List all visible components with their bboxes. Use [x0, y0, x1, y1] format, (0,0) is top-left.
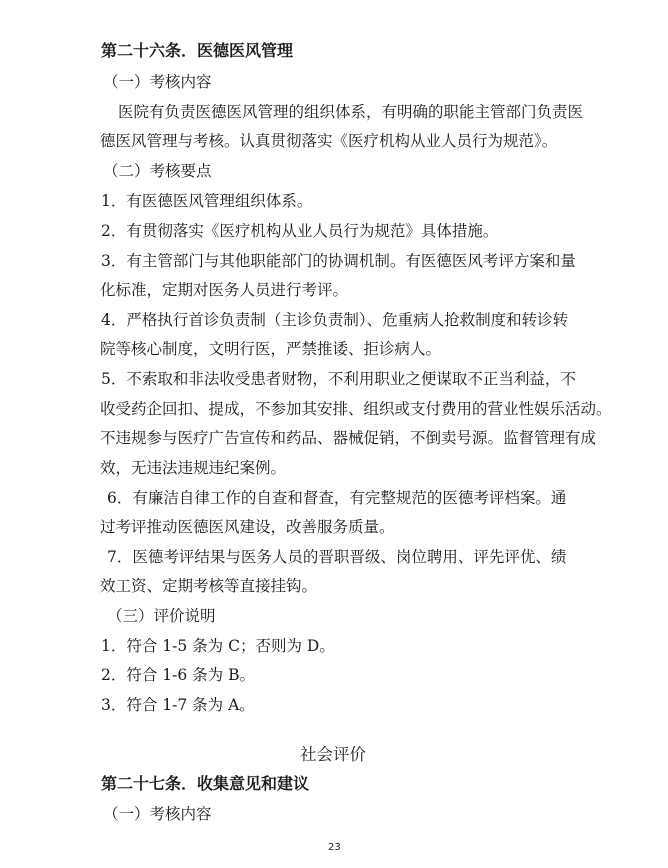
article-26-subheading-1: （一）考核内容: [103, 73, 212, 91]
point-4-line: 院等核心制度，文明行医，严禁推诿、拒诊病人。: [100, 340, 442, 358]
evaluation-1: 1．符合 1-5 条为 C；否则为 D。: [101, 637, 335, 655]
point-3-line: 3．有主管部门与其他职能部门的协调机制。有医德医风考评方案和量: [101, 252, 576, 270]
point-5-line: 效，无违法违规违纪案例。: [100, 459, 287, 477]
page-number: 23: [328, 842, 341, 853]
article-26-paragraph-line: 医院有负责医德医风管理的组织体系，有明确的职能主管部门负责医: [118, 103, 584, 121]
article-26-subheading-2: （二）考核要点: [103, 162, 212, 180]
article-26-subheading-3: （三）评价说明: [107, 607, 216, 625]
section-title: 社会评价: [300, 745, 366, 764]
point-1: 1．有医德医风管理组织体系。: [101, 192, 313, 210]
point-2: 2．有贯彻落实《医疗机构从业人员行为规范》具体措施。: [101, 222, 499, 240]
point-6-line: 6．有廉洁自律工作的自查和督查，有完整规范的医德考评档案。通: [107, 489, 567, 507]
point-6-line: 过考评推动医德医风建设，改善服务质量。: [100, 518, 395, 536]
point-5-line: 不违规参与医疗广告宣传和药品、器械促销，不倒卖号源。监督管理有成: [100, 429, 597, 447]
point-5-line: 收受药企回扣、提成，不参加其安排、组织或支付费用的营业性娱乐活动。: [100, 400, 612, 418]
article-27-title: 第二十七条．收集意见和建议: [101, 774, 310, 793]
article-26-title: 第二十六条．医德医风管理: [101, 41, 294, 60]
point-4-line: 4．严格执行首诊负责制（主诊负责制）、危重病人抢救制度和转诊转: [101, 311, 569, 329]
point-3-line: 化标准，定期对医务人员进行考评。: [100, 281, 349, 299]
point-7-line: 7．医德考评结果与医务人员的晋职晋级、岗位聘用、评先评优、绩: [107, 548, 567, 566]
evaluation-2: 2．符合 1-6 条为 B。: [101, 666, 255, 684]
article-26-paragraph-line: 德医风管理与考核。认真贯彻落实《医疗机构从业人员行为规范》。: [100, 132, 558, 150]
point-7-line: 效工资、定期考核等直接挂钩。: [100, 577, 318, 595]
evaluation-3: 3．符合 1-7 条为 A。: [101, 696, 255, 714]
point-5-line: 5．不索取和非法收受患者财物，不利用职业之便谋取不正当利益，不: [101, 370, 576, 388]
article-27-subheading-1: （一）考核内容: [103, 805, 212, 823]
